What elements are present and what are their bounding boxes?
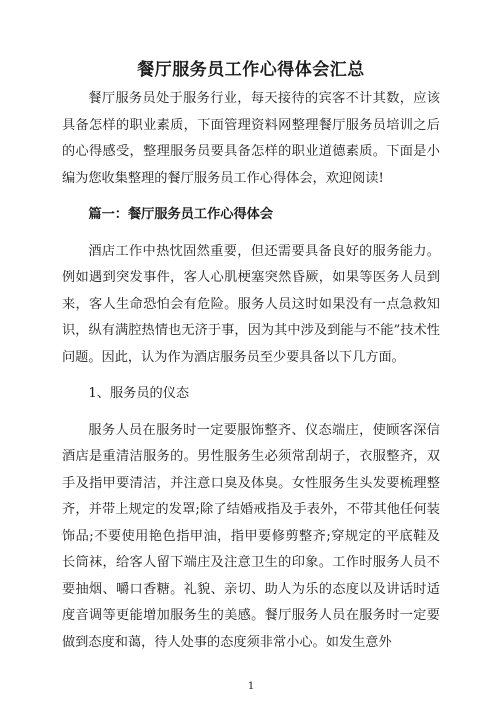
document-body	[62, 86, 440, 656]
body-paragraph: 酒店工作中热忱固然重要，但还需要具备良好的服务能力。例如遇到突发事件，客人心肌梗塞突然昏厥，如果等医务人员到来，客人生命恐怕会有危险。服务人员这时如果没有一点急救知识，纵有满腔热情也无济于事，因为其中涉及到能与不能”技术性问题。因此，认为作为酒店服务员至少要具备以下几方面。	[62, 243, 440, 365]
section-heading: 篇一：餐厅服务员工作心得体会	[88, 207, 274, 222]
subheading: 1、服务员的仪态	[88, 386, 190, 401]
document-title: 餐厅服务员工作心得体会汇总	[137, 60, 365, 80]
body-paragraph: 服务人员在服务时一定要服饰整齐、仪态端庄，使顾客深信酒店是重清洁服务的。男性服务生必须常刮胡子，衣服整齐，双手及指甲要清洁，并注意口臭及体臭。女性服务生头发要梳理整齐，并带上规定的发罩;除了结婚戒指及手表外，不带其他任何装饰品;不要使用艳色指甲油，指甲要修剪整齐;穿规定的平底鞋及长筒袜，给客人留下端庄及注意卫生的印象。工作时服务人员不要抽烟、嚼口香糖。礼貌、亲切、助人为乐的态度以及讲话时适度音调等更能增加服务生的美感。餐厅服务人员在服务时一定要做到态度和蔼，待人处事的态度须非常小心。如发生意外	[62, 422, 440, 650]
document-page	[62, 0, 440, 707]
page-number: 1	[247, 681, 255, 692]
intro-paragraph: 餐厅服务员处于服务行业，每天接待的宾客不计其数，应该具备怎样的职业素质，下面管理资料网整理餐厅服务员培训之后的心得感受，整理服务员要具备怎样的职业道德素质。下面是小编为您收集整理的餐厅服务员工作心得体会，欢迎阅读!	[62, 91, 440, 186]
